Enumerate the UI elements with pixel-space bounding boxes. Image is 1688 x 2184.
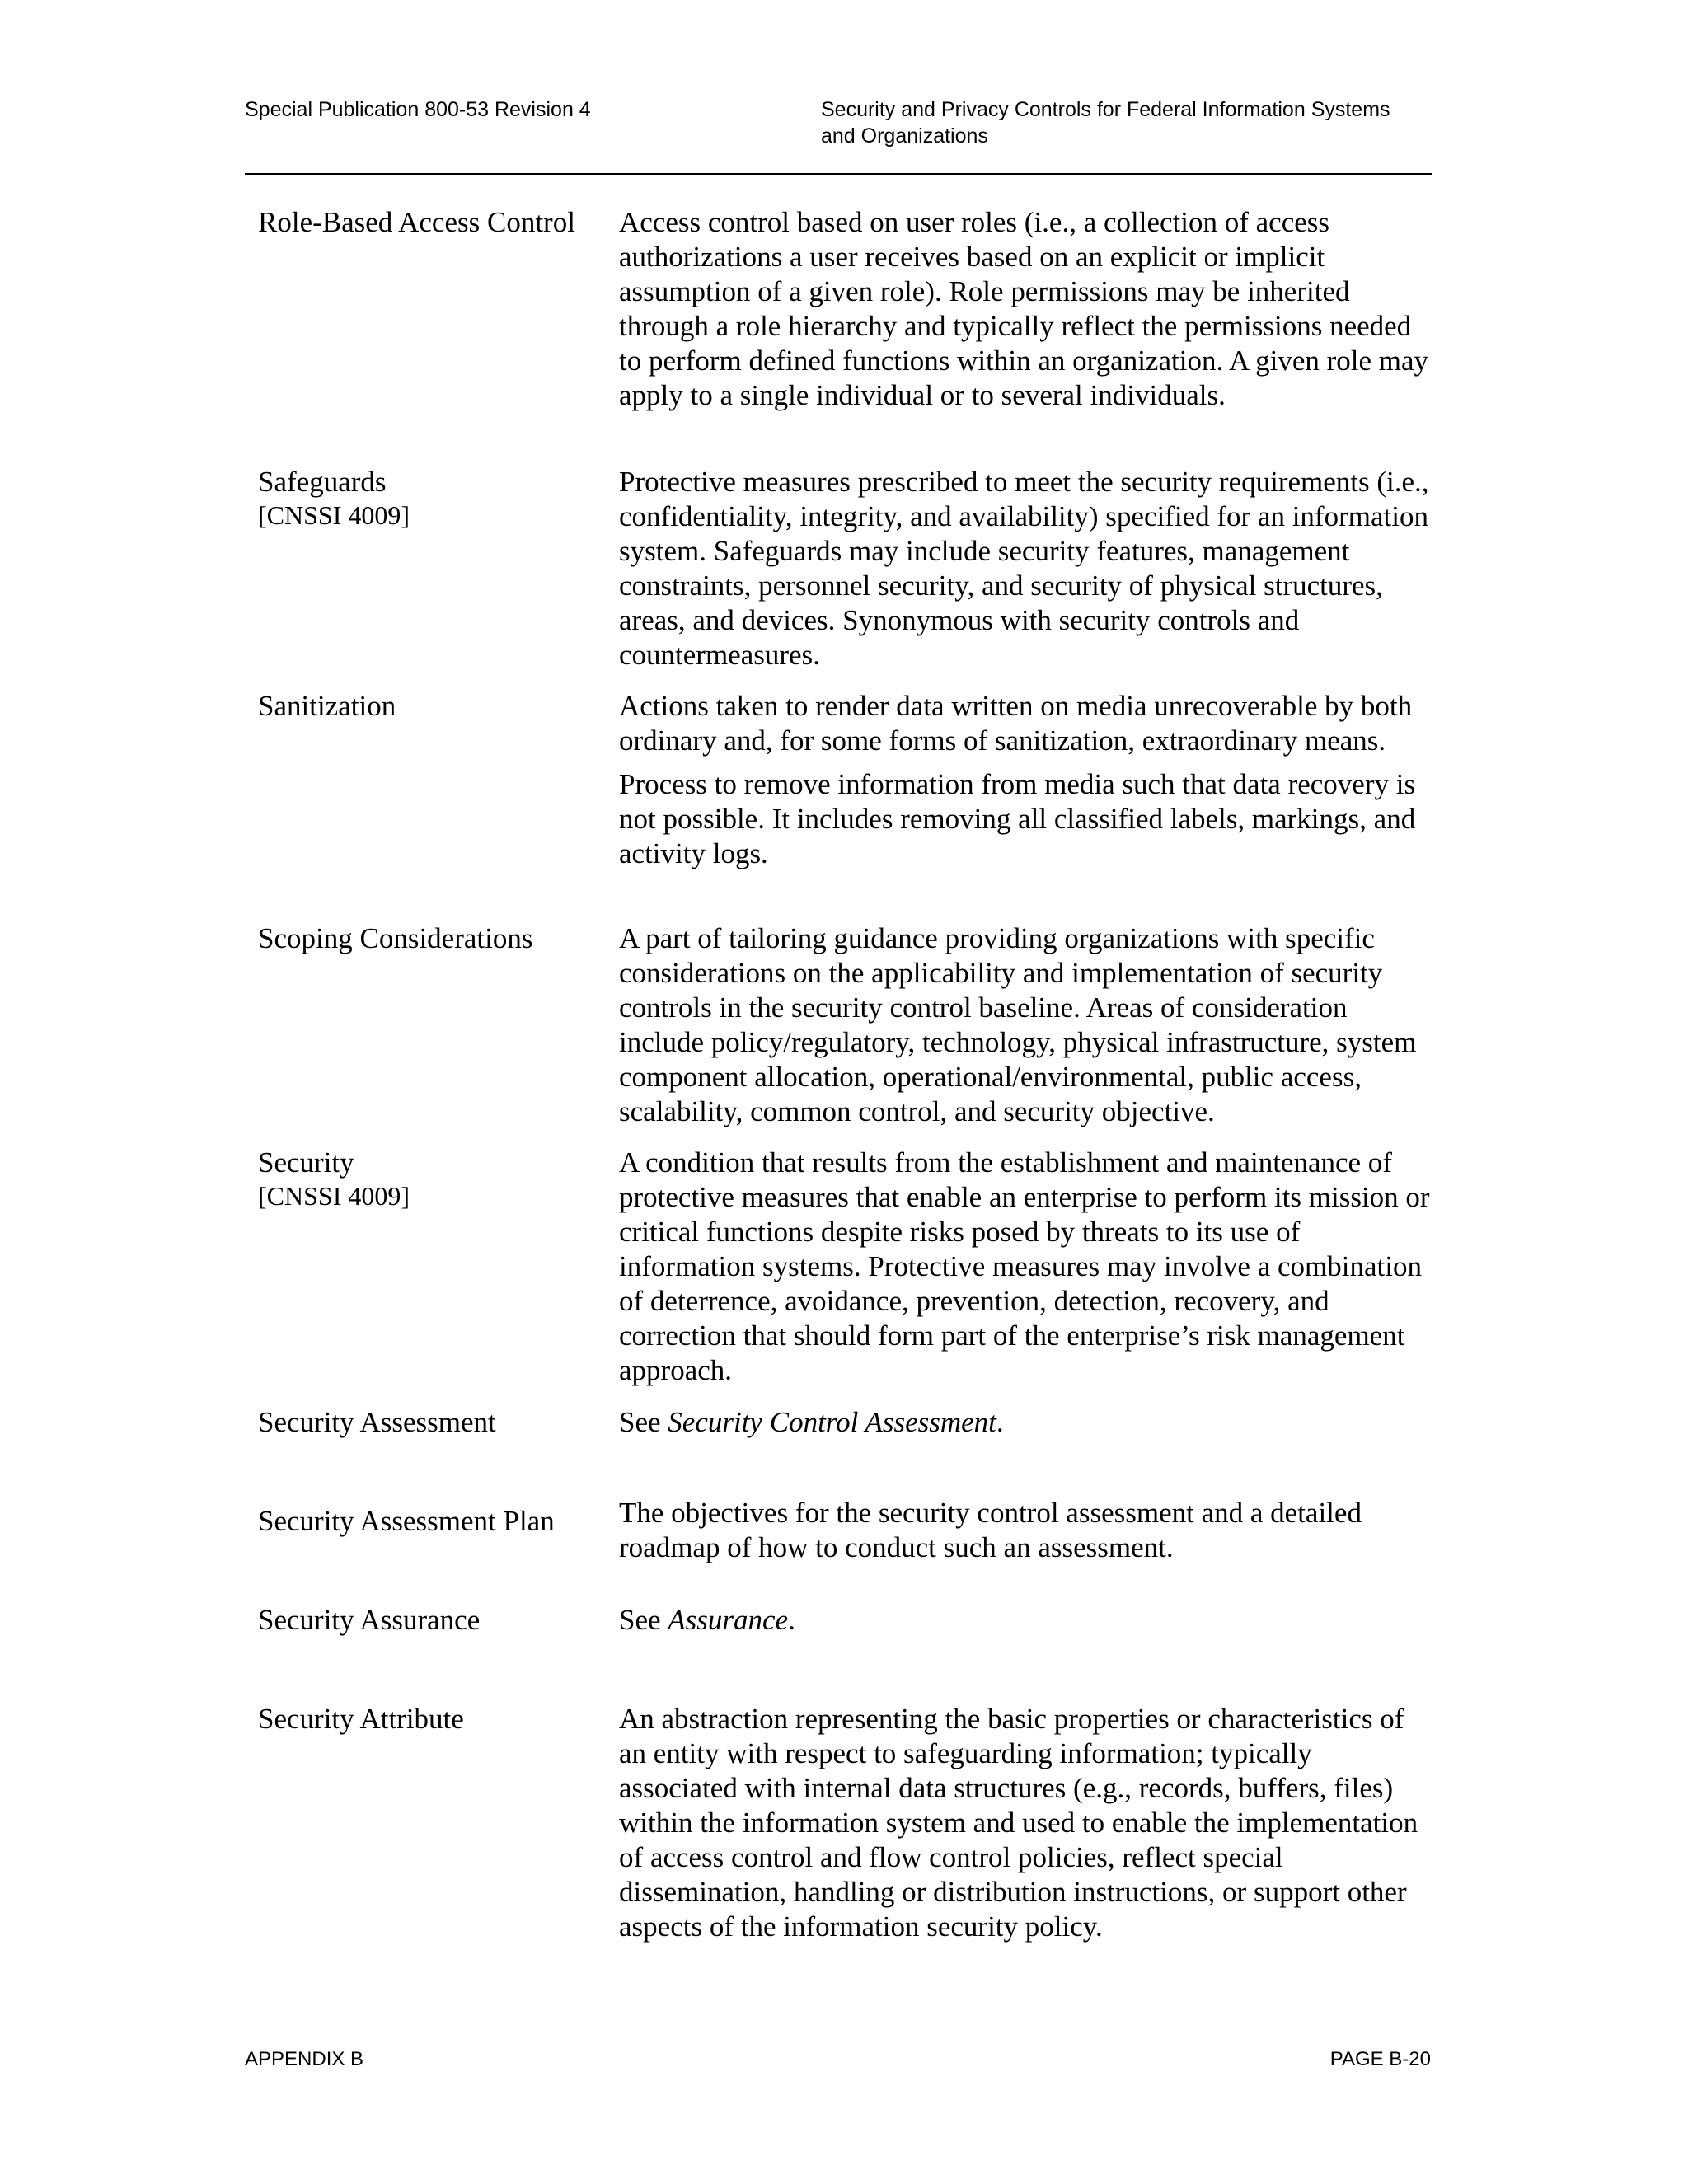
glossary-term: Security Attribute [258,1703,464,1735]
glossary-term-block [258,465,596,531]
running-header-left: Special Publication 800-53 Revision 4 [245,98,591,121]
cross-reference: Assurance [668,1604,789,1636]
glossary-definition [619,1702,1431,1944]
running-header-right [821,96,1447,149]
see-prefix: See [619,1406,668,1438]
glossary-term: Role-Based Access Control [258,206,575,238]
definition-paragraph [619,1405,1431,1440]
glossary-term: Security Assessment Plan [258,1505,555,1537]
definition-paragraph: Protective measures prescribed to meet the security requirements (i.e., confidentiality, integrity, and availability) specified for an information system. Safeguards may include security features, management constraints, personnel security, and security of physical structures, areas, and devices. Synonymous with security controls and countermeasures. [619,466,1429,671]
definition-paragraph [619,1603,1431,1638]
definition-paragraph: A condition that results from the establishment and maintenance of protective measures that enable an enterprise to perform its mission or critical functions despite risks posed by threats to its use of information systems. Protective measures may involve a combination of deterrence, avoidance, prevention, detection, recovery, and correction that should form part of the enterprise’s risk management approach. [619,1146,1430,1386]
running-header-right-line1: Security and Privacy Controls for Federal Information Systems [821,98,1390,121]
see-prefix: See [619,1604,668,1636]
glossary-term: Security Assurance [258,1604,481,1636]
glossary-term: Scoping Considerations [258,922,533,954]
glossary-term: Security Assessment [258,1406,496,1438]
glossary-term-source: [CNSSI 4009] [258,1181,410,1211]
glossary-term: Security [258,1146,354,1179]
page-number: PAGE B-20 [1329,2048,1431,2070]
header-divider [245,173,1432,175]
glossary-definition [619,1603,1431,1638]
definition-paragraph: Actions taken to render data written on media unrecoverable by both ordinary and, for some forms of sanitization, extraordinary means. [619,690,1413,757]
running-header-right-line2: and Organizations [821,124,988,148]
definition-paragraph: A part of tailoring guidance providing organizations with specific considerations on the applicability and implementation of security controls in the security control baseline. Areas of consideration include policy/regulatory, technology, physical infrastructure, system component allocation, operational/environmental, public access, scalability, common control, and security objective. [619,922,1417,1127]
glossary-definition [619,921,1431,1129]
glossary-definition [619,689,1431,871]
definition-paragraph: The objectives for the security control assessment and a detailed roadmap of how to conduct such an assessment. [619,1497,1362,1563]
see-suffix: . [996,1406,1004,1438]
glossary-term-block [258,1146,596,1212]
running-footer-left: APPENDIX B [245,2048,364,2070]
cross-reference: Security Control Assessment [668,1406,996,1438]
definition-paragraph: An abstraction representing the basic properties or characteristics of an entity with respect to safeguarding information; typically associated with internal data structures (e.g., records, buffers, files) within the information system and used to enable the implementation of access control and flow control policies, reflect special dissemination, handling or distribution instructions, or support other aspects of the information security policy. [619,1703,1418,1943]
glossary-definition [619,465,1431,673]
glossary-term: Safeguards [258,466,387,498]
glossary-definition [619,1496,1431,1565]
glossary-definition [619,205,1431,413]
glossary-term: Sanitization [258,690,396,722]
glossary-term-source: [CNSSI 4009] [258,500,410,530]
definition-paragraph: Process to remove information from media such that data recovery is not possible. It includes removing all classified labels, markings, and activity logs. [619,768,1416,869]
glossary-definition [619,1405,1431,1440]
definition-paragraph: Access control based on user roles (i.e., a collection of access authorizations a user receives based on an explicit or implicit assumption of a given role). Role permissions may be inherited through a role hierarchy and typically reflect the permissions needed to perform defined functions within an organization. A given role may apply to a single individual or to several individuals. [619,206,1429,411]
see-suffix: . [788,1604,795,1636]
glossary-definition [619,1146,1431,1388]
